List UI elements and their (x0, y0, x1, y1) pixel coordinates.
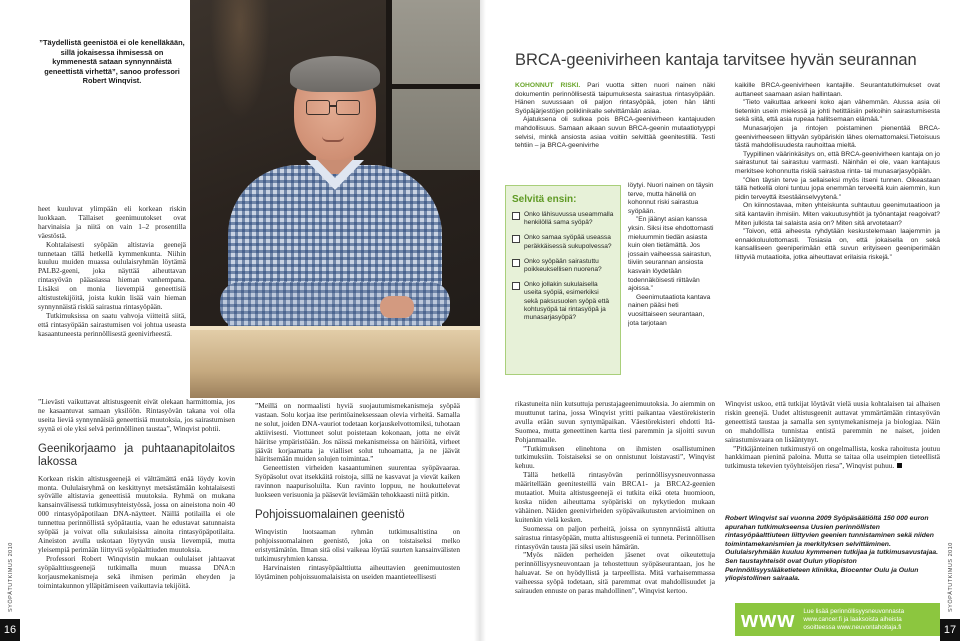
checklist-box (505, 185, 621, 375)
paragraph: Winqvistin luotsaaman ryhmän tutkimusaltistina on pohjoissuomalainen geenistö, joka on toistaiseksi melko eristyttämätön. Ilman sitä olisi vaikeaa löytää suurten kansainvälisten tutkimusryhmien kanssa. (255, 526, 460, 563)
right-column-a-narrow (628, 182, 716, 372)
side-label: SYÖPÄTUTKIMUS 2010 (8, 542, 14, 612)
paragraph: Geenimutaatiota kantava nainen pääsi heti vuosittaiseen seurantaan, jota tarjotaan (628, 293, 711, 327)
photo-caption: Robert Winqvist sai vuonna 2009 Syöpäsäätiöltä 150 000 euron apurahan tutkimukseensa Uusien perinnöllisten rintasyöpäalttiuteen liittyvien geenien tunnistaminen sekä niiden toimintamekanismien ja merkityksen selvittäminen. Oululaisryhmään kuuluu kymmenen tutkijaa ja tutkimusavustajaa. Sen taustayhteisöt ovat Oulun yliopiston Perinnöllisyyslääketieteen klinikka, Biocenter Oulu ja Oulun yliopistollinen sairaala. (725, 515, 939, 583)
photo-glasses-right (336, 100, 360, 115)
page-number: 16 (0, 619, 20, 641)
paragraph: kaikille BRCA-geenivirheen kantajille. Seurantatutkimukset ovat auttaneet saamaan asian hallintaan. (735, 82, 940, 98)
left-column-1 (38, 398, 235, 638)
paragraph: Ajatuksena oli sulkea pois BRCA-geenivirheen kantajuuden mahdollisuus. Samaan aikaan suvun BRCA-geenin mutaatiotyyppi selvisi, minkä ansiosta asiaa voitiin selvittää geenitestillä. Testi tehtiin – ja BRCA-geenivirhe (515, 116, 715, 150)
paragraph: Harvinaisten rintasyöpäalttiutta aiheuttavien geenimuutosten löytäminen pohjoissuomalaisista on useiden maantieteellisesti (255, 562, 460, 581)
paragraph: Geneettisten virheiden kasaantuminen suurentaa syöpävaaraa. Syöpäsolut ovat itsekkäitä roistoja, sillä ne kasvavat ja vievät kaiken ravinnon naapurisoluilta. Kun ravinto loppuu, ne houkuttelevat luokseen verisuonia ja pääsevät leviämään tehokkaasti niitä pitkin. (255, 463, 460, 500)
photo-hair (290, 56, 380, 92)
paragraph (725, 445, 940, 472)
photo-counter (190, 330, 480, 398)
end-mark-icon (897, 463, 902, 468)
paragraph: ”Myös näiden perheiden jäsenet ovat oikeutettuja perinnöllisyysneuvontaan ja tehostettuun syöpäseurantaan, jos he haluavat. Se on hyödyllistä ja tarpeellista. Mitä varhaisemmassa vaiheessa syöpä todetaan, sitä paremmat ovat mahdollisuudet ja sairauden ennuste on paras mahdollinen”, Winqvist kertoo. (515, 550, 715, 596)
photo-background-light (210, 0, 270, 120)
paragraph: ”Meillä on normaalisti hyviä suojautumismekanismeja syöpää vastaan. Solu korjaa itse perintöaineksessaan olevia virheitä. Samalla ne solut, joiden DNA-vauriot todetaan korjauskelvottomiksi, tuhotaan aktiivisesti. Viottuneet solut poistetaan kokonaan, jotta ne eivät häiritse ympäristöään. Jos näissä mekanismeissa on häiriöitä, virheet jäävät korjaamatta ja vialliset solut tuhoamatta, ja ne jäävät häiritsemään muiden solujen toimintaa.” (255, 402, 460, 464)
www-label: www (741, 606, 796, 632)
paragraph: löytyi. Nuori nainen on täysin terve, mutta hänellä on kohonnut riski sairastua syöpään. (628, 182, 714, 215)
paragraph: Kohtalaisesti syöpään altistavia geenejä tunnetaan tällä hetkellä kymmenkunta. Niihin kuuluu muiden muassa oululaisryhmän löytämä PALB2-geeni, joka näyttää aiheuttavan rintasyövän pääasiassa hieman vanhempana. Lisäksi on monia lievempiä geneettisiä altistustekijöitä, joista kukin lisää vain hieman synnynnäistä riskiä sairastua rintasyöpään. (38, 239, 186, 311)
paragraph: Munasarjojen ja rintojen poistaminen pienentää BRCA-geenivirheeseen liittyvän syöpäriskin lähes olemattomaksi.Tietoisuus tästä mahdollisuudesta rauhoittaa mieltä. (735, 124, 940, 150)
checklist-item (512, 234, 614, 250)
right-column-a-top (515, 82, 715, 182)
checklist-item-text: Onko lähisuvussa useammalla henkilöllä sama syöpä? (524, 211, 614, 227)
checklist-item (512, 281, 614, 322)
checklist-title: Selvitä ensin: (512, 194, 577, 205)
section-heading: Geenikorjaamo ja puhtaanapitolaitos lakossa (38, 442, 235, 468)
paragraph: ”Lievästi vaikuttavat altistusgeenit eivät olekaan harmittomia, jos ne kasaantuvat samaan yksilöön. Rintasyövän takana voi olla useita lieviä synnynnäisiä geneettisiä muutoksia, jos sairastumisen syynä ei ole yksi selvä perinnöllinen taustaa”, Winqvist pohtii. (38, 398, 235, 433)
paragraph: Tällä hetkellä rintasyövän perinnöllisyysneuvonnassa määritellään geenitesteillä vain BRCA1- ja BRCA2-geenien mutaatiot. Muita altistusgeenejä ei tutkita eikä oteta huomioon, koska niiden aiheuttama syöpäriski on nykytiedon mukaan vähäinen. Näiden geenivirheiden syöpävaikutusten arvioiminen on kuitenkin vielä kesken. (515, 470, 715, 524)
paragraph: rikastuneita niin kutsuttuja perustajageenimuutoksia. Jo aiemmin on muuttunut tarina, jossa Winqvist yritti paikantaa väestörekisterin avulla erään suvun syntymäpaikan. Väestörekisteri ehdotti Itä-Suomea, mutta geneettinen kartta tiesi paremmin ja sijoitti suvun Pohjanmaalle. (515, 400, 715, 444)
checklist-item-text: Onko jollakin sukulaisella useita syöpiä, esimerkiksi sekä paksusuolen syöpä että kohtusyöpä tai rintasyöpä ja munasarjasyöpä? (524, 281, 610, 322)
paragraph: Tyypillinen väärinkäsitys on, että BRCA-geenivirheen kantaja on jo sairastunut tai sairastuu varmasti. Näinhän ei ole, vaan kantajuus merkitsee kohonnutta riskiä sairastua rinta- tai munasarjasyöpään. (735, 150, 940, 175)
photo-smile (322, 136, 344, 142)
photo-glasses-bridge (329, 105, 337, 107)
paragraph: Korkean riskin altistusgeenejä ei välttämättä enää löydy kovin monta. Oululaisryhmä on keskittynyt metsästämään kohtalaisesti syövälle altistavia geneettisiä muutoksia. Ryhmä on mukana kansainvälisessä tutkimusyhteistyössä, jossa on aineistona noin 40 000 rintasyöpäpotilaan DNA-näytteet. Näillä potilailla ei ole tunnettua perinnöllistä syöpätautia, vaan he edustavat satunnaista syöpää ja voivat olla sukulaisissa ainoita rintasyöpäpotilaita. Aineiston avulla uskotaan löytyvän uusia lievempiä, mutta yleisempiä perimään liittyviä syöpäalttiuden muutoksia. (38, 473, 235, 554)
checkbox-icon (512, 259, 520, 267)
paragraph: Suomessa on paljon perheitä, joissa on synnynnäistä altiutta sairastua rintasyöpään, mutta altistusgeeniä ei tunneta. Perinnöllisen rintasyövän tausta jää siksi usein hämärän. (515, 523, 715, 551)
paragraph: Winqvist uskoo, että tutkijat löytävät vielä uusia kohtalaisen tai alhaisen riskin geenejä. Uudet altistusgeenit auttavat ymmärtämään rintasyövän geneettistä taustaa ja samalla sen syntymekanismeja ja biologiaa. Näin on mahdollista tunnistaa entistä paremmin ne naiset, joiden sairastumisvaara on lisääntynyt. (725, 400, 940, 444)
lead-in: KOHONNUT RISKI. (515, 82, 581, 89)
photo-window-frame (386, 84, 480, 89)
paragraph: ”Tutkimuksen elinehtona on ihmisten osallistuminen tutkimuksiin. Toistaiseksi se on onnistunut loistavasti”, Winqvist kehuu. (515, 443, 715, 471)
paragraph: ”Toivon, että aiheesta ryhdytään keskustelemaan laajemmin ja ennakkoluulottomasti. Tosiasia on, että jokaisella on sekä kansalliseen geeniperimään että suvun erityiseen geeniperimään liittyviä mutaatioita, jotka aiheuttavat erilaisia riskejä.” (735, 228, 940, 261)
footer-line: osoitteessa www.neuvontahoitaja.fi (803, 623, 902, 631)
left-column-2 (255, 402, 460, 638)
checklist-item-text: Onko syöpään sairastuttu poikkeuksellisen nuorena? (524, 257, 602, 274)
checkbox-icon (512, 212, 520, 220)
portrait-photo (190, 0, 480, 398)
footer-line: Lue lisää perinnöllisyysneuvonnasta (803, 607, 905, 615)
checkbox-icon (512, 282, 520, 290)
left-narrow-column (38, 205, 186, 395)
footer-text (803, 608, 904, 632)
right-column-b (735, 82, 940, 374)
paragraph: ”Tieto vaikuttaa arkeeni koko ajan vähemmän. Alussa asia oli tietenkin usein mielessä ja johti hetittäisiin pelkoihin sairastumisesta sekä siitä, että asia rupeaa hallitsemaan elämää.” (735, 99, 940, 124)
paragraph-text: Pari vuotta sitten nuori nainen näki dokumentin perinnöllisestä taipumuksesta sairastua rintasyöpään. Hänen suvussaan oli paljon rintasyöpää, joten hän lähti Syöpäjärjestöjen poliklinikalle selvittämään asiaa. (515, 82, 715, 115)
checklist-item (512, 211, 614, 227)
paragraph-text: ”Pitkäjänteinen tutkimustyö on ongelmallista, koska rahoitusta joutuu hankkimaan pieninä paloina. Mutta se taitaa olla useimpien tieteellistä tutkimusta tekevien työyhteisöjen riesa”, Winqvist puhuu. (725, 443, 940, 471)
checklist-item (512, 258, 614, 274)
page-number: 17 (940, 619, 960, 641)
paragraph: heet kuuluvat ylimpään eli korkean riskin luokkaan. Tällaiset geenimuutokset ovat harvinaisia ja niitä on vain 1–2 prosentilla väestöstä. (38, 205, 186, 240)
right-bottom-column-2 (725, 400, 940, 510)
page-title: BRCA-geenivirheen kantaja tarvitsee hyvän seurannan (515, 51, 917, 69)
photo-glasses-left (306, 100, 330, 115)
photo-window-frame (386, 0, 392, 180)
paragraph: Professori Robert Winqvistin mukaan oululaiset jahtaavat syöpäalttiusgeenejä tutkimalla muun muassa DNA:n korjausmekanismeja sekä ihmisen perimän eheyden ja toimintakunnon ylläpitämiseen vaikuttavia tekijöitä. (38, 553, 235, 590)
paragraph: ”En jäänyt asian kanssa yksin. Siksi itse ehdottomasti mieluummin tiedän asiasta kuin olen tietämättä. Jos jossain vaiheessa sairastun, tiiviin seurannan ansiosta kasvain löydetään todennäköisesti riittävän ajoissa.” (628, 216, 714, 293)
photo-folded-arms (220, 282, 450, 328)
footer-line: www.cancer.fi ja laaksoista aiheista (803, 615, 902, 623)
section-heading: Pohjoissuomalainen geenistö (255, 508, 405, 521)
footer-banner (735, 603, 940, 636)
side-label: SYÖPÄTUTKIMUS 2010 (948, 542, 954, 612)
checkbox-icon (512, 235, 520, 243)
right-bottom-column-1 (515, 400, 715, 638)
paragraph: ”Olen täysin terve ja sellaiseksi myös itseni tunnen. Oikeastaan tällä hetkellä oloni tuntuu jopa enemmän terveeltä kuin aiemmin, kun pidin terveyttä itsestäänselvyytenä.” (735, 176, 940, 201)
paragraph (515, 82, 715, 116)
photo-hand (380, 296, 414, 318)
paragraph: On kiinnostavaa, miten yhteiskunta suhtautuu geenimutaatioon ja sitä kantaviin ihmisiin. Miten vakuutusyhtiöt ja työnantajat reagoivat? Miten julkista tai salaista asia on? Miten sitä arvotetaan? (735, 202, 940, 227)
checklist-item-text: Onko samaa syöpää useassa peräkkäisessä sukupolvessa? (524, 234, 612, 250)
paragraph: Tutkimuksissa on saatu vahvoja viitteitä siitä, että rintasyöpään sairastumisen voi johtua useasta kasaantuneesta perinnöllisestä geenivirheestä. (38, 310, 186, 338)
pull-quote: ”Täydellistä geenistöä ei ole kenelläkään, sillä jokaisessa ihmisessä on kymmenestä sataan synnynnäistä geneettistä virhettä”, sanoo professori Robert Winqvist. (39, 38, 185, 86)
